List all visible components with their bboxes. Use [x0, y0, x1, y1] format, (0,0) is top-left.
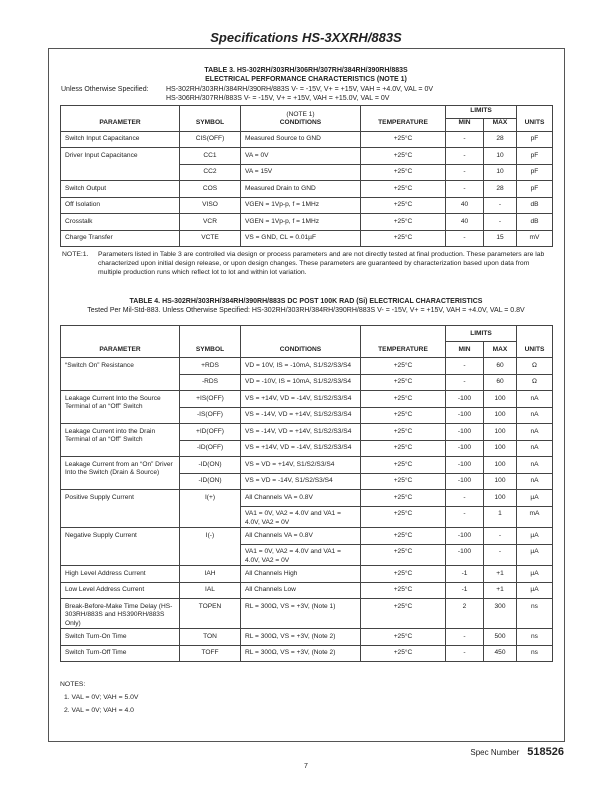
header-conditions-note: (NOTE 1)	[286, 110, 315, 118]
cell-max: 450	[484, 645, 517, 662]
cell-max: -	[484, 544, 517, 566]
cell-temperature: +25°C	[361, 358, 446, 375]
cell-max: -	[484, 528, 517, 545]
cell-units: µA	[517, 582, 553, 599]
cell-symbol: COS	[180, 181, 241, 198]
cell-min: -	[446, 645, 484, 662]
table-row	[61, 358, 553, 375]
table-row	[61, 457, 553, 474]
cell-parameter: Leakage Current into the Drain Terminal of an “Off” Switch	[61, 424, 180, 457]
cell-temperature: +25°C	[361, 629, 446, 646]
cell-units: pF	[517, 131, 553, 148]
cell-symbol: TOPEN	[180, 599, 241, 629]
cell-units: pF	[517, 164, 553, 181]
cell-units: Ω	[517, 374, 553, 391]
cell-temperature: +25°C	[361, 230, 446, 247]
cell-units: ns	[517, 629, 553, 646]
page-title: Specifications HS-3XXRH/883S	[210, 30, 402, 45]
cell-min: -100	[446, 473, 484, 490]
table-row	[61, 391, 553, 408]
cell-max: 100	[484, 440, 517, 457]
cell-symbol: I(+)	[180, 490, 241, 528]
cell-parameter: Driver Input Capacitance	[61, 148, 180, 181]
cell-parameter: Negative Supply Current	[61, 528, 180, 566]
cell-min: -100	[446, 391, 484, 408]
cell-parameter: High Level Address Current	[61, 566, 180, 583]
cell-symbol: -RDS	[180, 374, 241, 391]
table-row	[61, 230, 553, 247]
cell-conditions: RL = 300Ω, VS = +3V, (Note 2)	[241, 629, 361, 646]
table-row	[61, 645, 553, 662]
cell-conditions: VS = +14V, VD = -14V, S1/S2/S3/S4	[241, 391, 361, 408]
cell-temperature: +25°C	[361, 599, 446, 629]
cell-parameter: Positive Supply Current	[61, 490, 180, 528]
table-row	[61, 424, 553, 441]
cell-min: 2	[446, 599, 484, 629]
cell-symbol: +RDS	[180, 358, 241, 375]
cell-min: -100	[446, 440, 484, 457]
cell-conditions: VA1 = 0V, VA2 = 4.0V and VA1 = 4.0V, VA2 = 0V	[241, 544, 361, 566]
cell-units: nA	[517, 473, 553, 490]
spec-number	[470, 746, 564, 758]
cell-min: -	[446, 358, 484, 375]
cell-min: -	[446, 490, 484, 507]
cell-symbol: CC1	[180, 148, 241, 165]
cell-conditions: VD = -10V, IS = 10mA, S1/S2/S3/S4	[241, 374, 361, 391]
cell-units: Ω	[517, 358, 553, 375]
header-min: MIN	[446, 342, 484, 358]
header-limits: LIMITS	[446, 326, 517, 342]
cell-temperature: +25°C	[361, 528, 446, 545]
cell-temperature: +25°C	[361, 214, 446, 231]
cell-symbol: +ID(OFF)	[180, 424, 241, 441]
header-symbol: SYMBOL	[180, 106, 241, 132]
table4	[60, 325, 553, 662]
cell-conditions: RL = 300Ω, VS = +3V, (Note 1)	[241, 599, 361, 629]
header-temperature: TEMPERATURE	[361, 326, 446, 358]
cell-max: 60	[484, 358, 517, 375]
cell-symbol: TON	[180, 629, 241, 646]
cell-max: 1	[484, 506, 517, 528]
table3-spec-line2: HS-306RH/307RH/883S V- = -15V, V+ = +15V, VAH = +15.0V, VAL = 0V	[166, 95, 390, 102]
cell-temperature: +25°C	[361, 424, 446, 441]
cell-parameter: Off Isolation	[61, 197, 180, 214]
table4-notes-label: NOTES:	[60, 681, 86, 688]
cell-max: 28	[484, 131, 517, 148]
cell-parameter: Switch Input Capacitance	[61, 131, 180, 148]
cell-parameter: Leakage Current from an “On” Driver Into the Switch (Drain & Source)	[61, 457, 180, 490]
cell-symbol: -ID(ON)	[180, 457, 241, 474]
cell-temperature: +25°C	[361, 566, 446, 583]
table-row	[61, 214, 553, 231]
cell-conditions: All Channels VA = 0.8V	[241, 490, 361, 507]
cell-symbol: VCR	[180, 214, 241, 231]
table4-caption: TABLE 4. HS-302RH/303RH/384RH/390RH/883S DC POST 100K RAD (Si) ELECTRICAL CHARACTERISTICS	[129, 298, 483, 305]
cell-temperature: +25°C	[361, 473, 446, 490]
cell-symbol: IAH	[180, 566, 241, 583]
cell-max: 100	[484, 407, 517, 424]
cell-max: 100	[484, 457, 517, 474]
cell-min: 40	[446, 197, 484, 214]
cell-parameter: “Switch On” Resistance	[61, 358, 180, 391]
cell-units: nA	[517, 440, 553, 457]
cell-conditions: VS = GND, CL = 0.01µF	[241, 230, 361, 247]
cell-symbol: -ID(ON)	[180, 473, 241, 490]
cell-max: +1	[484, 582, 517, 599]
table4-note-1: 1. VAL = 0V; VAH = 5.0V	[64, 694, 139, 701]
cell-units: ns	[517, 599, 553, 629]
cell-conditions: VGEN = 1Vp-p, f = 1MHz	[241, 197, 361, 214]
cell-parameter: Break-Before-Make Time Delay (HS-303RH/883S and HS390RH/883S Only)	[61, 599, 180, 629]
cell-temperature: +25°C	[361, 131, 446, 148]
cell-min: -1	[446, 566, 484, 583]
cell-conditions: VS = +14V, VD = -14V, S1/S2/S3/S4	[241, 440, 361, 457]
cell-max: 100	[484, 391, 517, 408]
cell-min: -1	[446, 582, 484, 599]
cell-min: -	[446, 131, 484, 148]
cell-units: mA	[517, 506, 553, 528]
cell-symbol: IAL	[180, 582, 241, 599]
header-temperature: TEMPERATURE	[361, 106, 446, 132]
cell-conditions: VA = 0V	[241, 148, 361, 165]
cell-max: 500	[484, 629, 517, 646]
cell-max: 10	[484, 148, 517, 165]
table-row	[61, 490, 553, 507]
cell-units: mV	[517, 230, 553, 247]
cell-units: pF	[517, 181, 553, 198]
cell-min: -	[446, 629, 484, 646]
cell-min: -100	[446, 424, 484, 441]
header-min: MIN	[446, 119, 484, 132]
cell-symbol: I(-)	[180, 528, 241, 566]
cell-units: nA	[517, 424, 553, 441]
cell-temperature: +25°C	[361, 645, 446, 662]
cell-parameter: Switch Turn-Off Time	[61, 645, 180, 662]
cell-max: 100	[484, 473, 517, 490]
cell-max: 28	[484, 181, 517, 198]
cell-conditions: VS = VD = -14V, S1/S2/S3/S4	[241, 473, 361, 490]
cell-temperature: +25°C	[361, 506, 446, 528]
cell-parameter: Switch Output	[61, 181, 180, 198]
cell-conditions: VD = 10V, IS = -10mA, S1/S2/S3/S4	[241, 358, 361, 375]
cell-symbol: VISO	[180, 197, 241, 214]
header-units: UNITS	[517, 326, 553, 358]
cell-symbol: CC2	[180, 164, 241, 181]
cell-min: -	[446, 230, 484, 247]
cell-conditions: VGEN = 1Vp-p, f = 1MHz	[241, 214, 361, 231]
cell-max: 60	[484, 374, 517, 391]
cell-parameter: Charge Transfer	[61, 230, 180, 247]
cell-units: µA	[517, 566, 553, 583]
cell-temperature: +25°C	[361, 391, 446, 408]
cell-symbol: +IS(OFF)	[180, 391, 241, 408]
cell-conditions: Measured Source to GND	[241, 131, 361, 148]
cell-max: 100	[484, 490, 517, 507]
header-max: MAX	[484, 342, 517, 358]
cell-max: 300	[484, 599, 517, 629]
header-max: MAX	[484, 119, 517, 132]
cell-symbol: VCTE	[180, 230, 241, 247]
table-row	[61, 582, 553, 599]
cell-units: µA	[517, 490, 553, 507]
cell-parameter: Low Level Address Current	[61, 582, 180, 599]
cell-conditions: VA1 = 0V, VA2 = 4.0V and VA1 = 4.0V, VA2 = 0V	[241, 506, 361, 528]
cell-symbol: -ID(OFF)	[180, 440, 241, 457]
table-row	[61, 148, 553, 165]
table3-caption: TABLE 3. HS-302RH/303RH/306RH/307RH/384RH/390RH/883S	[204, 67, 408, 74]
cell-parameter: Switch Turn-On Time	[61, 629, 180, 646]
cell-min: -	[446, 148, 484, 165]
cell-units: pF	[517, 148, 553, 165]
spec-number-label: Spec Number	[470, 748, 520, 757]
cell-temperature: +25°C	[361, 544, 446, 566]
cell-min: -	[446, 374, 484, 391]
header-limits: LIMITS	[446, 106, 517, 119]
table3-note-label: NOTE:1.	[62, 251, 89, 258]
cell-min: -100	[446, 544, 484, 566]
cell-max: 15	[484, 230, 517, 247]
cell-units: ns	[517, 645, 553, 662]
cell-temperature: +25°C	[361, 197, 446, 214]
cell-min: -	[446, 181, 484, 198]
header-conditions	[241, 106, 361, 132]
cell-units: µA	[517, 544, 553, 566]
table-row	[61, 566, 553, 583]
page-number: 7	[304, 763, 308, 770]
cell-conditions: All Channels VA = 0.8V	[241, 528, 361, 545]
cell-units: dB	[517, 197, 553, 214]
cell-conditions: VS = VD = +14V, S1/S2/S3/S4	[241, 457, 361, 474]
cell-min: -100	[446, 407, 484, 424]
table4-note-2: 2. VAL = 0V; VAH = 4.0	[64, 707, 134, 714]
cell-units: nA	[517, 457, 553, 474]
header-conditions: CONDITIONS	[241, 326, 361, 358]
table4-spec-line: Tested Per Mil-Std-883. Unless Otherwise Specified: HS-302RH/303RH/384RH/390RH/883S V- = -15V, V+ = +15V, VAH = +4.0V, VAL = 0.8V	[87, 307, 525, 314]
cell-max: -	[484, 214, 517, 231]
cell-min: -	[446, 506, 484, 528]
header-conditions-label: CONDITIONS	[279, 119, 322, 126]
cell-min: -100	[446, 457, 484, 474]
cell-temperature: +25°C	[361, 181, 446, 198]
table3-subcaption: ELECTRICAL PERFORMANCE CHARACTERISTICS (NOTE 1)	[205, 76, 407, 83]
cell-temperature: +25°C	[361, 374, 446, 391]
cell-units: dB	[517, 214, 553, 231]
table3-spec-label: Unless Otherwise Specified:	[61, 86, 149, 93]
cell-symbol: -IS(OFF)	[180, 407, 241, 424]
cell-min: -100	[446, 528, 484, 545]
header-symbol: SYMBOL	[180, 326, 241, 358]
cell-parameter: Crosstalk	[61, 214, 180, 231]
table3	[60, 105, 553, 247]
table-row	[61, 528, 553, 545]
spec-number-value: 518526	[527, 746, 564, 758]
cell-temperature: +25°C	[361, 490, 446, 507]
cell-max: +1	[484, 566, 517, 583]
table3-spec-line1: HS-302RH/303RH/384RH/390RH/883S V- = -15V, V+ = +15V, VAH = +4.0V, VAL = 0V	[166, 86, 434, 93]
cell-temperature: +25°C	[361, 457, 446, 474]
cell-conditions: All Channels High	[241, 566, 361, 583]
cell-temperature: +25°C	[361, 407, 446, 424]
cell-temperature: +25°C	[361, 582, 446, 599]
header-parameter: PARAMETER	[61, 106, 180, 132]
cell-conditions: VS = -14V, VD = +14V, S1/S2/S3/S4	[241, 424, 361, 441]
table-row	[61, 197, 553, 214]
cell-temperature: +25°C	[361, 164, 446, 181]
cell-conditions: Measured Drain to GND	[241, 181, 361, 198]
cell-units: nA	[517, 407, 553, 424]
cell-max: -	[484, 197, 517, 214]
cell-conditions: All Channels Low	[241, 582, 361, 599]
cell-conditions: RL = 300Ω, VS = +3V, (Note 2)	[241, 645, 361, 662]
table-row	[61, 181, 553, 198]
cell-parameter: Leakage Current Into the Source Terminal of an “Off” Switch	[61, 391, 180, 424]
cell-temperature: +25°C	[361, 440, 446, 457]
header-parameter: PARAMETER	[61, 326, 180, 358]
cell-units: µA	[517, 528, 553, 545]
cell-max: 10	[484, 164, 517, 181]
cell-conditions: VS = -14V, VD = +14V, S1/S2/S3/S4	[241, 407, 361, 424]
table-row	[61, 131, 553, 148]
cell-max: 100	[484, 424, 517, 441]
cell-units: nA	[517, 391, 553, 408]
cell-min: 40	[446, 214, 484, 231]
cell-symbol: TOFF	[180, 645, 241, 662]
cell-conditions: VA = 15V	[241, 164, 361, 181]
table3-note-text: Parameters listed in Table 3 are controlled via design or process parameters and are not directly tested at final production. These parameters are lab characterized upon initial design release, or upon design changes. These parameters are guaranteed by characterization based upon data from multiple production runs which reflect lot to lot and within lot variation.	[98, 251, 545, 276]
table-row	[61, 629, 553, 646]
header-units: UNITS	[517, 106, 553, 132]
table-row	[61, 599, 553, 629]
cell-temperature: +25°C	[361, 148, 446, 165]
cell-min: -	[446, 164, 484, 181]
cell-symbol: CIS(OFF)	[180, 131, 241, 148]
